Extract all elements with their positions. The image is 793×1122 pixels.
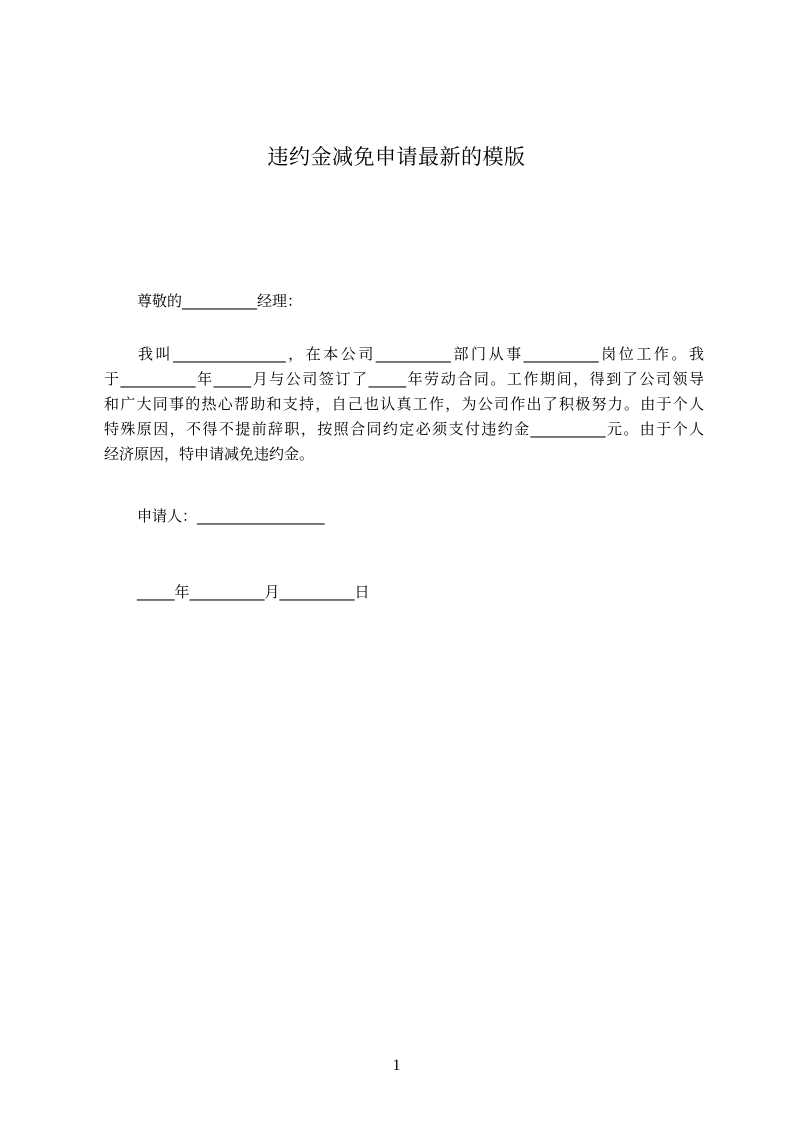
body-line-3: 和广大同事的热心帮助和支持，自己也认真工作，为公司作出了积极努力。由于个人 [104, 395, 704, 413]
salutation-line: 尊敬的__________经理： [137, 292, 303, 310]
date-line: _____年__________月__________日 [137, 583, 370, 601]
document-title: 违约金减免申请最新的模版 [267, 145, 526, 169]
body-line-5: 经济原因，特申请减免违约金。 [104, 445, 315, 463]
body-line-4: 特殊原因，不得不提前辞职，按照合同约定必须支付违约金__________元。由于个人 [104, 420, 704, 438]
applicant-line: 申请人：_________________ [137, 507, 325, 525]
body-paragraph [104, 342, 704, 467]
body-line-1: 我叫_______________，在本公司__________部门从事__________岗位工作。我 [138, 345, 704, 363]
body-line-2: 于__________年_____月与公司签订了_____年劳动合同。工作期间，得到了公司领导 [104, 370, 704, 388]
page-number: 1 [392, 1057, 401, 1074]
